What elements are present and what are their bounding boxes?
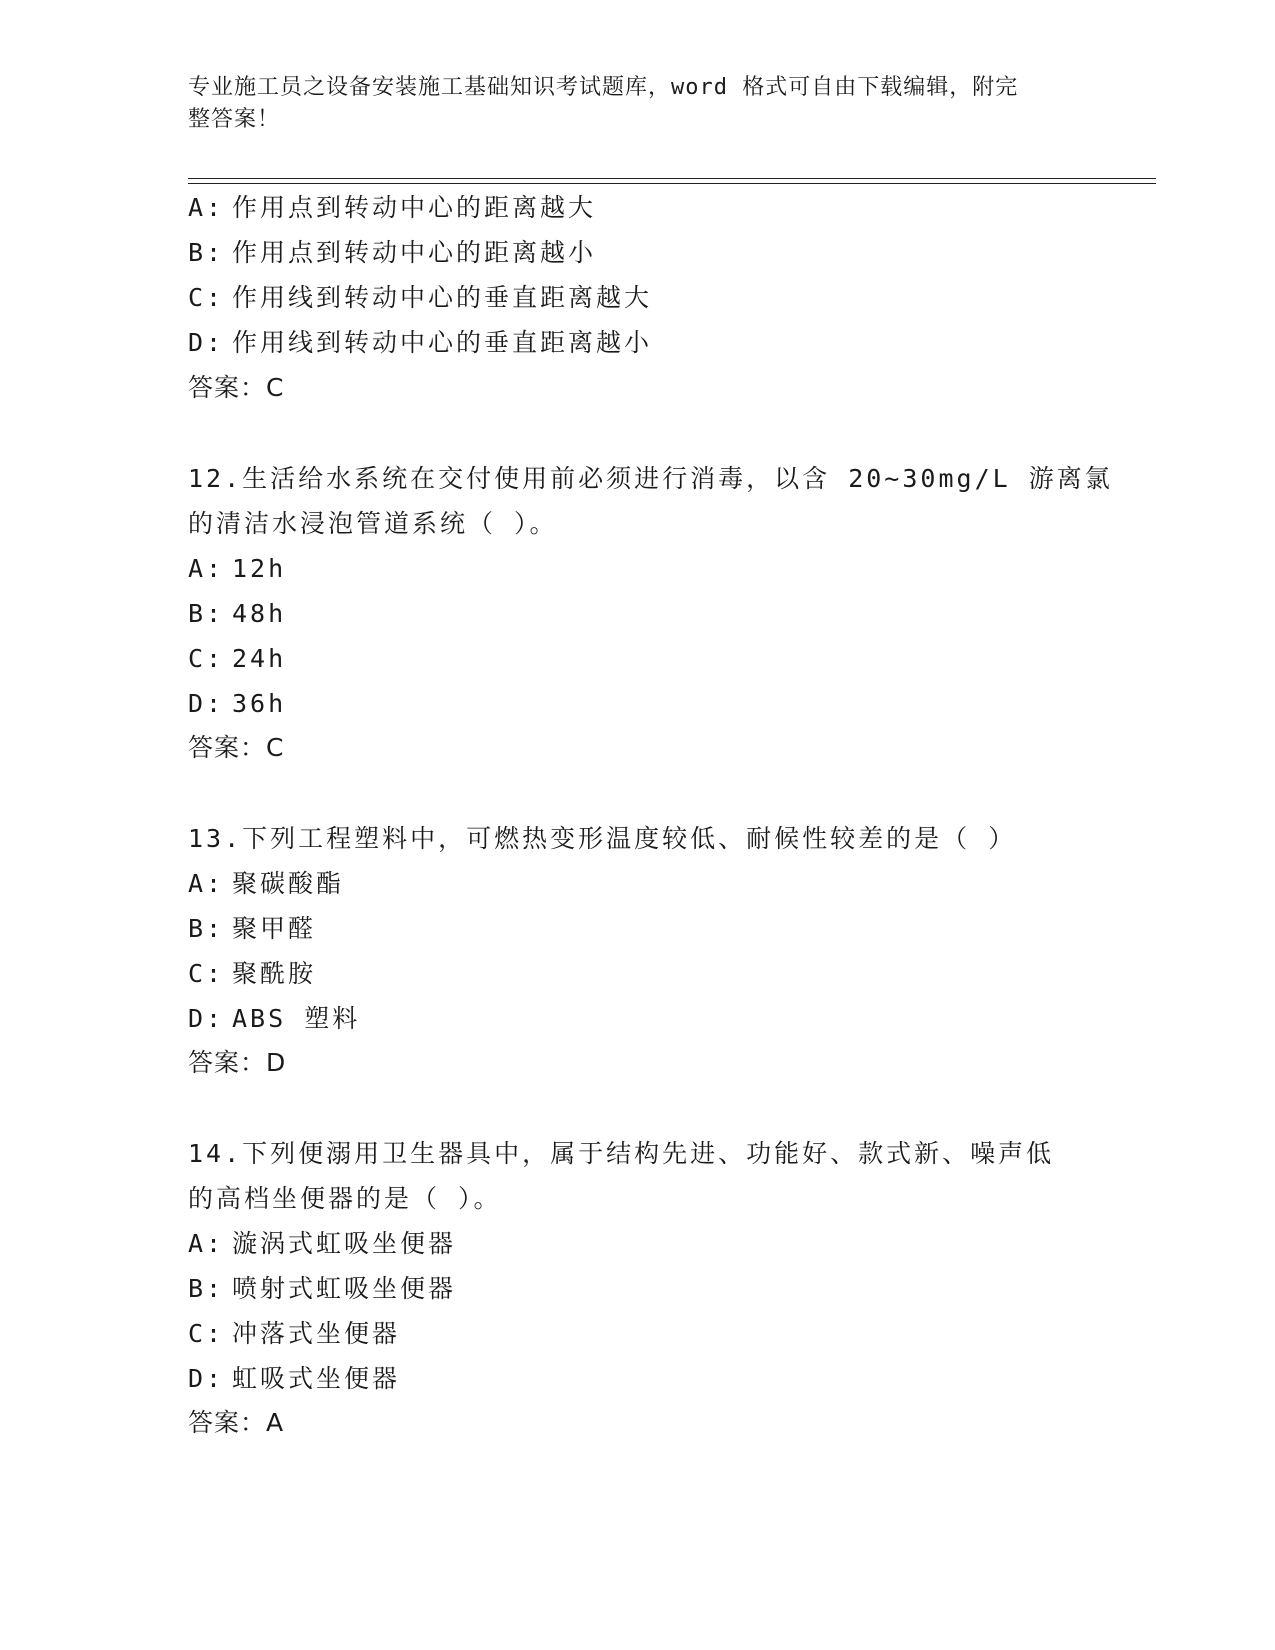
option-text: 作用点到转动中心的距离越大 (232, 193, 597, 222)
option-label: B: (188, 599, 225, 628)
q11-option-c (188, 281, 652, 315)
option-text: 漩涡式虹吸坐便器 (232, 1229, 457, 1258)
q14-stem-line-2: 的高档坐便器的是（ ）。 (188, 1184, 502, 1213)
option-text: 聚甲醛 (232, 914, 317, 943)
option-label: B: (188, 238, 225, 267)
document-header (188, 72, 1078, 136)
q11-option-b (188, 236, 596, 270)
q14-answer: 答案：A (188, 1408, 285, 1437)
option-label: A: (188, 554, 225, 583)
q13-option-d (188, 1002, 360, 1036)
q12-option-b (188, 597, 286, 631)
option-text: 作用线到转动中心的垂直距离越大 (232, 283, 653, 312)
option-text: 聚酰胺 (232, 959, 317, 988)
option-label: C: (188, 959, 225, 988)
option-label: B: (188, 914, 225, 943)
q14-option-c (188, 1317, 400, 1351)
option-label: A: (188, 193, 225, 222)
option-text: 12h (232, 554, 287, 583)
q14-option-a (188, 1227, 456, 1261)
option-label: C: (188, 283, 225, 312)
q11-option-d (188, 326, 652, 360)
q11-option-a (188, 191, 596, 225)
option-label: A: (188, 869, 225, 898)
option-text: 作用点到转动中心的距离越小 (232, 238, 597, 267)
option-text: ABS 塑料 (232, 1004, 361, 1033)
option-text: 虹吸式坐便器 (232, 1364, 401, 1393)
option-text: 36h (232, 689, 287, 718)
option-text: 喷射式虹吸坐便器 (232, 1274, 457, 1303)
header-divider-bottom (188, 183, 1156, 184)
option-label: D: (188, 328, 225, 357)
option-text: 聚碳酸酯 (232, 869, 345, 898)
q12-stem-line-1: 12.生活给水系统在交付使用前必须进行消毒，以含 20~30mg/L 游离氯 (188, 464, 1113, 493)
q13-stem-line-1: 13.下列工程塑料中，可燃热变形温度较低、耐候性较差的是（ ） (188, 824, 1017, 853)
option-label: D: (188, 1004, 225, 1033)
option-label: D: (188, 1364, 225, 1393)
header-line-2: 整答案！ (188, 107, 281, 132)
q13-answer: 答案：D (188, 1048, 287, 1077)
option-text: 冲落式坐便器 (232, 1319, 401, 1348)
option-text: 作用线到转动中心的垂直距离越小 (232, 328, 653, 357)
q14-stem-line-1: 14.下列便溺用卫生器具中，属于结构先进、功能好、款式新、噪声低 (188, 1139, 1055, 1168)
header-divider-top (188, 178, 1156, 179)
option-label: D: (188, 689, 225, 718)
option-label: A: (188, 1229, 225, 1258)
q12-option-d (188, 687, 286, 721)
option-label: C: (188, 644, 225, 673)
header-line-1: 专业施工员之设备安装施工基础知识考试题库，word 格式可自由下载编辑，附完 (188, 75, 1019, 100)
q12-answer: 答案：C (188, 733, 285, 762)
q12-option-c (188, 642, 286, 676)
q14-option-d (188, 1362, 400, 1396)
q11-answer: 答案：C (188, 373, 285, 402)
q13-option-c (188, 957, 316, 991)
q12-option-a (188, 552, 286, 586)
option-label: C: (188, 1319, 225, 1348)
q13-option-a (188, 867, 344, 901)
q13-option-b (188, 912, 316, 946)
q14-option-b (188, 1272, 456, 1306)
option-text: 24h (232, 644, 287, 673)
option-label: B: (188, 1274, 225, 1303)
q12-stem-line-2: 的清洁水浸泡管道系统（ ）。 (188, 509, 558, 538)
option-text: 48h (232, 599, 287, 628)
